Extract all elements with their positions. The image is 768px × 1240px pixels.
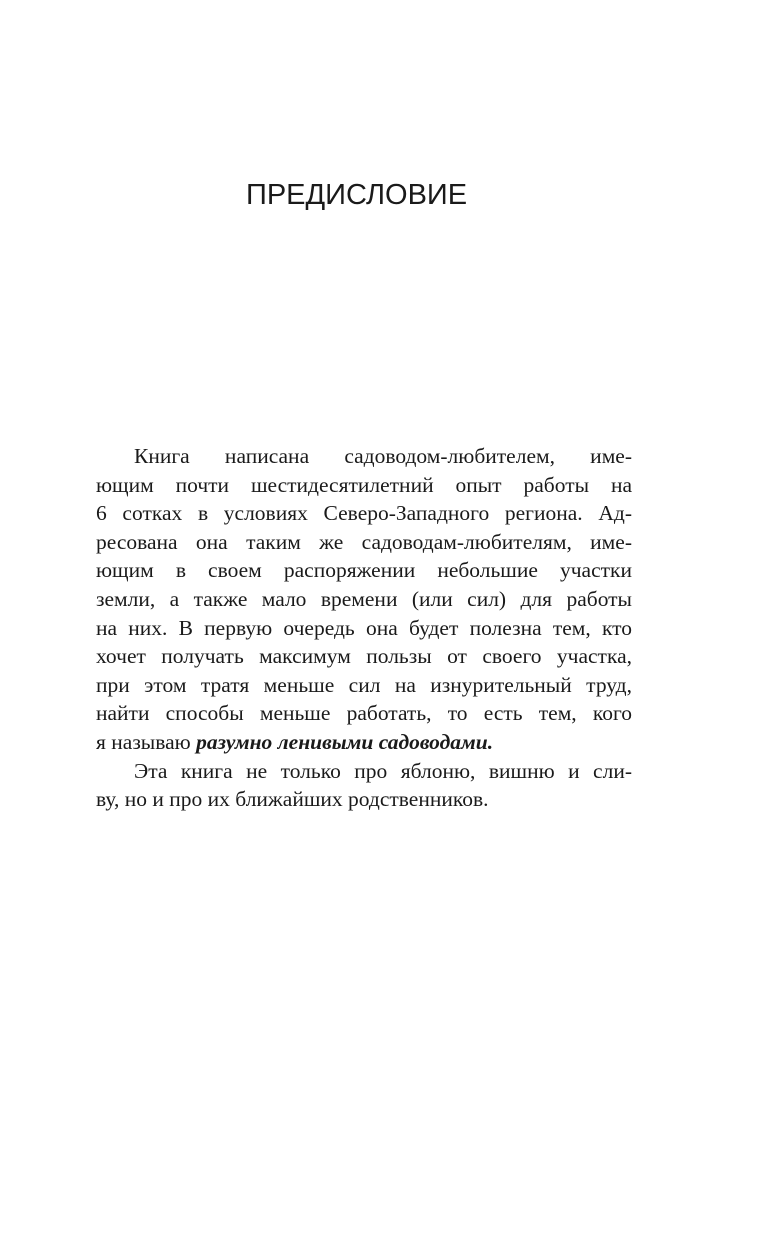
text-line: на них. В первую очередь она будет полезна тем, кто	[96, 615, 632, 640]
text-line: найти способы меньше работать, то есть тем, кого	[96, 701, 632, 726]
paragraph-1	[96, 442, 632, 757]
text-line: ресована она таким же садоводам-любителям, име-	[96, 529, 632, 554]
text-line: при этом тратя меньше сил на изнурительный труд,	[96, 672, 632, 697]
text-line: земли, а также мало времени (или сил) для работы	[96, 586, 632, 611]
emphasized-phrase: разумно ленивыми садоводами.	[196, 729, 494, 754]
text-line-with-emphasis	[96, 728, 632, 757]
text-fragment: я называю	[96, 729, 197, 754]
paragraph-2	[96, 757, 632, 814]
text-line: хочет получать максимум пользы от своего участка,	[96, 644, 632, 669]
body-text	[96, 442, 632, 814]
heading-container	[0, 175, 768, 215]
text-line: ющим в своем распоряжении небольшие участки	[96, 558, 632, 583]
text-line: Книга написана садоводом-любителем, име-	[134, 444, 632, 468]
text-line: Эта книга не только про яблоню, вишню и сли-	[134, 758, 632, 783]
text-line: ющим почти шестидесятилетний опыт работы на	[96, 472, 632, 497]
text-line: ву, но и про их ближайших родственников.	[96, 787, 489, 812]
text-line: 6 сотках в условиях Северо-Западного региона. Ад-	[96, 501, 632, 526]
page-title: ПРЕДИСЛОВИЕ	[246, 179, 468, 211]
